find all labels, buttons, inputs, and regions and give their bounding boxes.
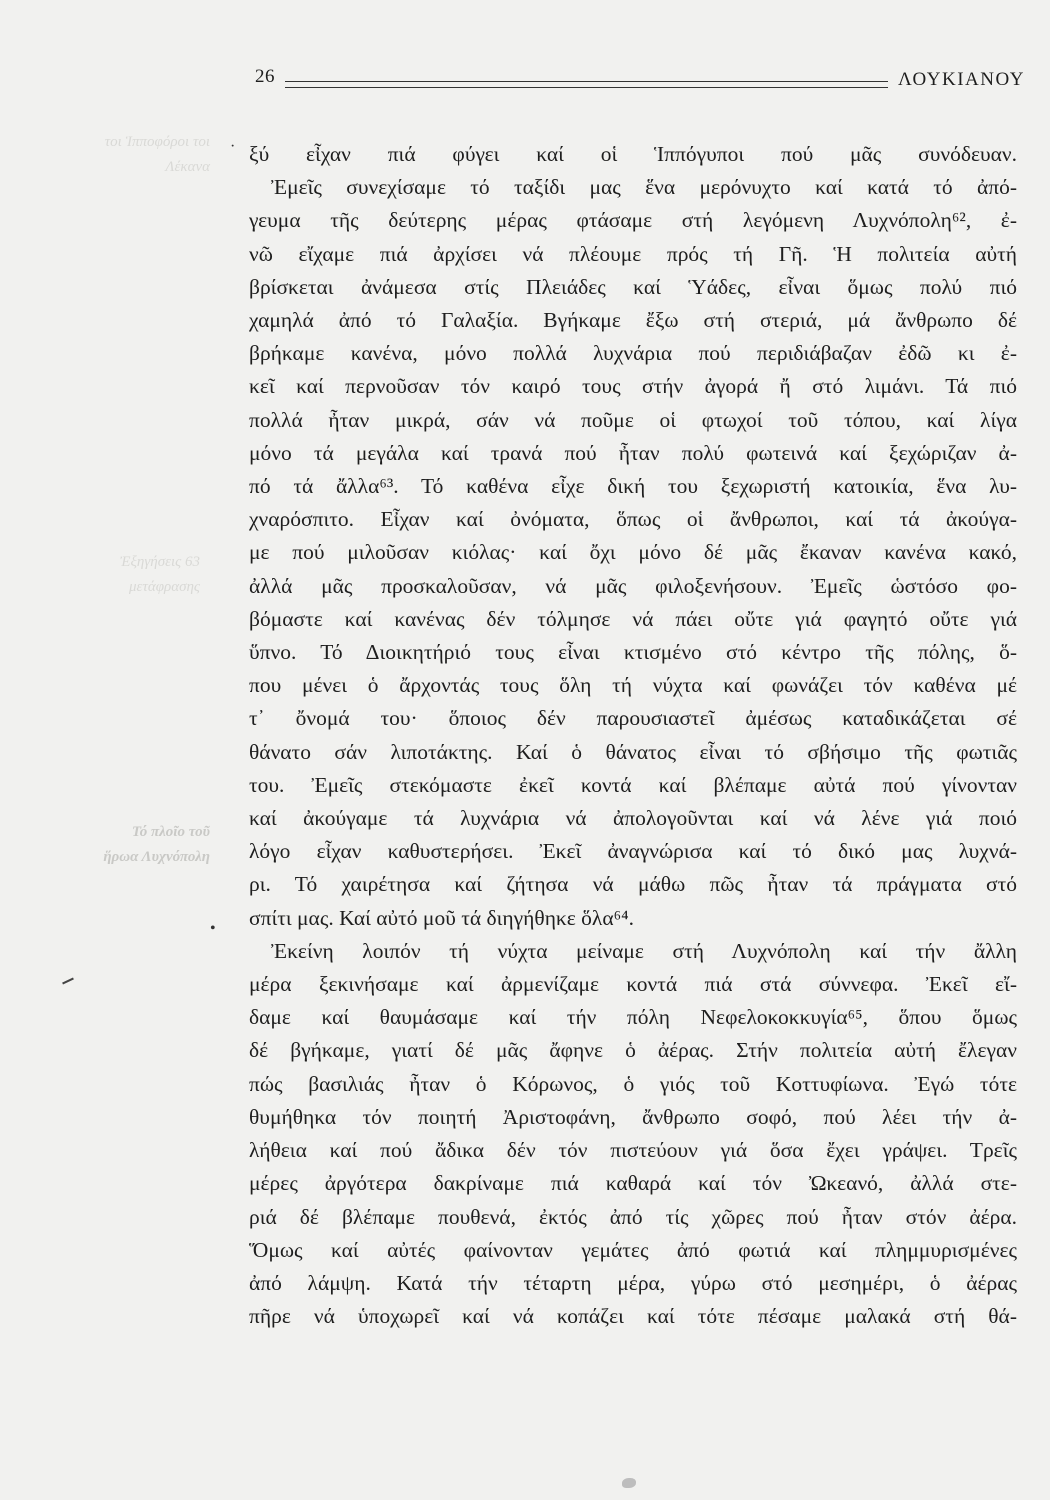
text-line: τ᾽ ὄνομά του· ὅποιος δέν παρουσιαστεῖ ἀμέσως καταδικάζεται σέ [249, 706, 1017, 731]
text-line: ξύ εἶχαν πιά φύγει καί οἱ Ἱππόγυποι πού μᾶς συνόδευαν. [249, 142, 1017, 166]
text-line: βρίσκεται ἀνάμεσα στίς Πλειάδες καί Ὑάδες, εἶναι ὅμως πολύ πιό [249, 274, 1017, 299]
margin-dot-mark: • [210, 920, 216, 937]
text-line: θάνατο σάν λιποτάκτης. Καί ὁ θάνατος εἶναι τό σβήσιμο τῆς φωτιᾶς [249, 739, 1017, 764]
text-line: του. Ἐμεῖς στεκόμαστε ἐκεῖ κοντά καί βλέπαμε αὐτά πού γίνονταν [249, 772, 1017, 797]
text-line: θυμήθηκα τόν ποιητή Ἀριστοφάνη, ἄνθρωπο σοφό, πού λέει τήν ἀ- [249, 1104, 1017, 1129]
text-line: ριά δέ βλέπαμε πουθενά, ἐκτός ἀπό τίς χῶρες πού ἦταν στόν ἀέρα. [249, 1204, 1017, 1229]
text-line: μέρες ἀργότερα δακρίναμε πιά καθαρά καί τόν Ὠκεανό, ἀλλά στε- [249, 1171, 1017, 1196]
text-line: Ἐκείνη λοιπόν τή νύχτα μείναμε στή Λυχνόπολη καί τήν ἄλλη [271, 938, 1017, 963]
text-line: λήθεια καί πού ἄδικα δέν τόν πιστεύουν γιά ὅσα ἔχει γράψει. Τρεῖς [249, 1138, 1017, 1163]
body-text [249, 138, 1017, 1333]
bleed-text: Ἐξηγήσεις 63 μετάφρασης [119, 554, 200, 595]
text-line: μόνο τά μεγάλα καί τρανά πού ἦταν πολύ φωτεινά καί ξεχώριζαν ἀ- [249, 440, 1017, 465]
text-line: με πού μιλοῦσαν κιόλας· καί ὄχι μόνο δέ μᾶς ἔκαναν κανένα κακό, [249, 540, 1017, 565]
text-line: γευμα τῆς δεύτερης μέρας φτάσαμε στή λεγόμενη Λυχνόπολη⁶², ἐ- [249, 208, 1017, 233]
page-smudge-mark [622, 1478, 636, 1488]
text-line: πολλά ἦταν μικρά, σάν νά ποῦμε οἱ φτωχοί τοῦ τόπου, καί λίγα [249, 407, 1017, 432]
text-line: δαμε καί θαυμάσαμε καί τήν πόλη Νεφελοκοκκυγία⁶⁵, ὅπου ὅμως [249, 1005, 1017, 1030]
text-line: πῆρε νά ὑποχωρεῖ καί νά κοπάζει καί τότε πέσαμε μαλακά στή θά- [249, 1304, 1017, 1329]
text-line: δέ βγήκαμε, γιατί δέ μᾶς ἄφηνε ὁ ἀέρας. Στήν πολιτεία αὐτή ἔλεγαν [249, 1038, 1017, 1063]
running-title: ΛΟΥΚΙΑΝΟΥ [898, 69, 1025, 90]
page-number: 26 [255, 66, 275, 87]
text-line: Ἐμεῖς συνεχίσαμε τό ταξίδι μας ἕνα μερόνυχτο καί κατά τό ἀπό- [271, 175, 1017, 200]
running-header [255, 62, 1025, 92]
text-line: μέρα ξεκινήσαμε καί ἀρμενίζαμε κοντά πιά στά σύννεφα. Ἐκεῖ εἴ- [249, 972, 1017, 997]
text-line: βρήκαμε κανένα, μόνο πολλά λυχνάρια πού περιδιάβαζαν ἐδῶ κι ἐ- [249, 341, 1017, 366]
text-line: ὕπνο. Τό Διοικητήριό τους εἶναι κτισμένο στό κέντρο τῆς πόλης, ὅ- [249, 640, 1017, 665]
text-line: που μένει ὁ ἄρχοντάς τους ὅλη τή νύχτα καί φωνάζει τόν καθένα μέ [249, 673, 1017, 698]
text-line: νῶ εἴχαμε πιά ἀρχίσει νά πλέουμε πρός τή Γῆ. Ἡ πολιτεία αὐτή [249, 241, 1017, 266]
text-line: ἀπό λάμψη. Κατά τήν τέταρτη μέρα, γύρω στό μεσημέρι, ὁ ἀέρας [249, 1270, 1017, 1295]
text-line: πώς βασιλιάς ἦταν ὁ Κόρωνος, ὁ γιός τοῦ Κοττυφίωνα. Ἐγώ τότε [249, 1071, 1017, 1096]
text-line: σπίτι μας. Καί αὐτό μοῦ τά διηγήθηκε ὅλα⁶⁴. [249, 905, 634, 930]
text-line: λόγο εἶχαν καθυστερήσει. Ἐκεῖ ἀναγνώρισα καί τό δικό μας λυχνά- [249, 839, 1017, 864]
text-line: ἀλλά μᾶς προσκαλοῦσαν, νά μᾶς φιλοξενήσουν. Ἐμεῖς ὡστόσο φο- [249, 573, 1017, 598]
text-line: Ὅμως καί αὐτές φαίνονταν γεμάτες ἀπό φωτιά καί πλημμυρισμένες [249, 1237, 1017, 1262]
text-line: καί ἀκούγαμε τά λυχνάρια νά ἀπολογοῦνται καί νά λένε γιά ποιό [249, 806, 1017, 831]
bleed-text: τοι Ἱπποφόροι τοι Λέκανα [104, 134, 210, 175]
bleed-text: Τό πλοῖο τοῦ ἥρωα Λυχνόπολη [103, 824, 210, 865]
reverse-page-bleed-through [90, 550, 200, 600]
text-line: βόμαστε καί κανένας δέν τόλμησε νά πάει οὔτε γιά φαγητό οὔτε γιά [249, 606, 1017, 631]
text-line: χναρόσπιτο. Εἶχαν καί ὀνόματα, ὅπως οἱ ἄνθρωποι, καί τά ἀκούγα- [249, 507, 1017, 532]
text-line: κεῖ καί περνοῦσαν τόν καιρό τους στήν ἀγορά ἤ στό λιμάνι. Τά πιό [249, 374, 1017, 399]
margin-dot-mark: · [230, 138, 236, 155]
margin-pencil-mark [62, 978, 74, 985]
header-double-rule [285, 81, 888, 88]
reverse-page-bleed-through [100, 130, 210, 180]
text-line: ρι. Τό χαιρέτησα καί ζήτησα νά μάθω πῶς ἦταν τά πράγματα στό [249, 872, 1017, 897]
text-line: πό τά ἄλλα⁶³. Τό καθένα εἶχε δική του ξεχωριστή κατοικία, ἕνα λυ- [249, 474, 1017, 499]
reverse-page-bleed-through [100, 820, 210, 870]
text-line: χαμηλά ἀπό τό Γαλαξία. Βγήκαμε ἔξω στή στεριά, μά ἄνθρωπο δέ [249, 308, 1017, 333]
